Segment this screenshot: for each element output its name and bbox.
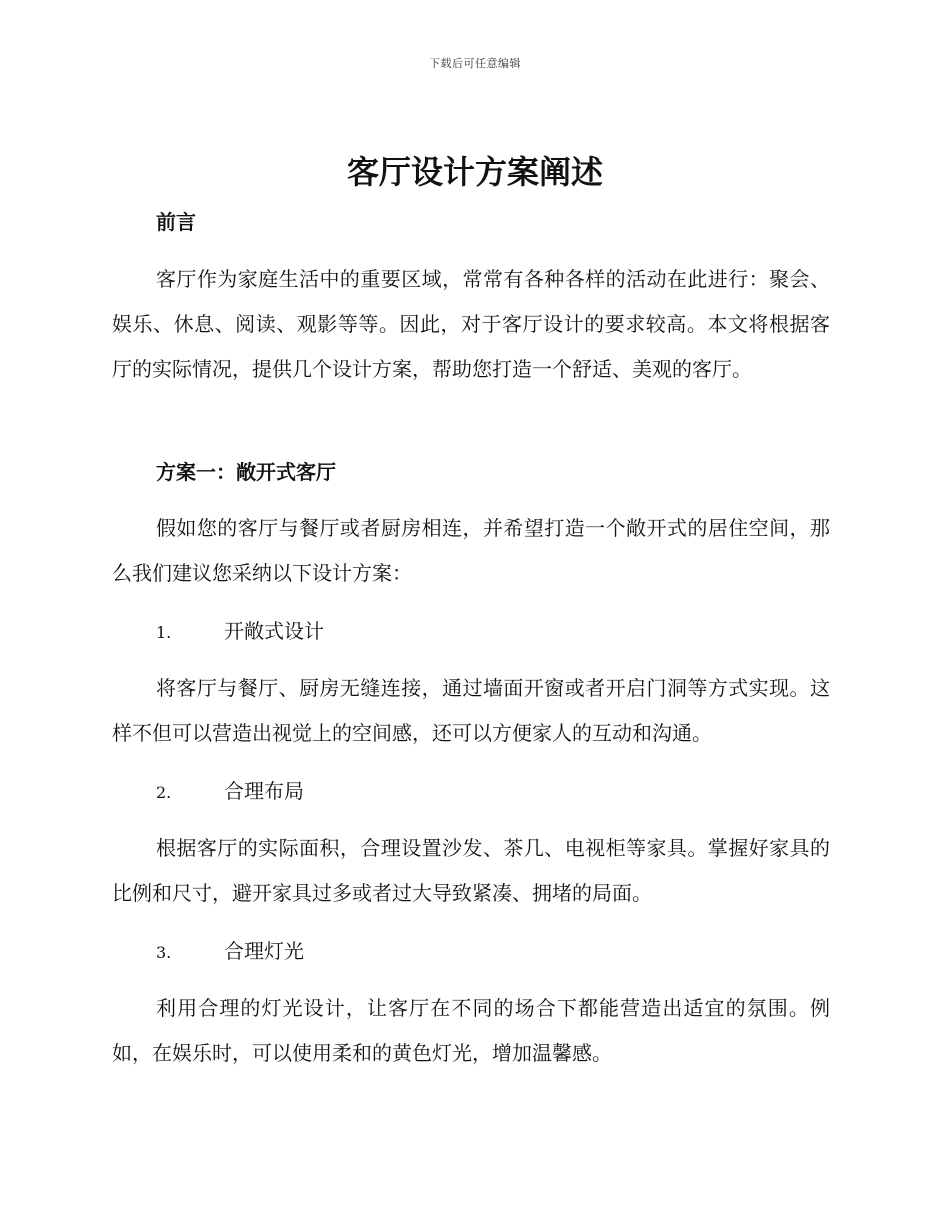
list-item-3: [156, 937, 304, 967]
list-item-number: 2.: [156, 783, 172, 802]
list-item-number: 3.: [156, 943, 172, 962]
list-item-2: [156, 777, 304, 807]
list-item-title: 合理灯光: [224, 939, 304, 963]
preface-paragraph: 客厅作为家庭生活中的重要区域，常常有各种各样的活动在此进行：聚会、娱乐、休息、阅读、观影等等。因此，对于客厅设计的要求较高。本文将根据客厅的实际情况，提供几个设计方案，帮助您打造一个舒适、美观的客厅。: [112, 267, 830, 381]
list-item-1-paragraph: 将客厅与餐厅、厨房无缝连接，通过墙面开窗或者开启门洞等方式实现。这样不但可以营造出视觉上的空间感，还可以方便家人的互动和沟通。: [112, 676, 830, 745]
header-note: 下载后可任意编辑: [429, 57, 521, 70]
plan1-heading: 方案一：敞开式客厅: [156, 460, 336, 484]
plan1-intro-paragraph: 假如您的客厅与餐厅或者厨房相连，并希望打造一个敞开式的居住空间，那么我们建议您采纳以下设计方案：: [112, 516, 830, 585]
document-title: 客厅设计方案阐述: [346, 153, 603, 191]
list-item-2-paragraph: 根据客厅的实际面积，合理设置沙发、茶几、电视柜等家具。掌握好家具的比例和尺寸，避开家具过多或者过大导致紧凑、拥堵的局面。: [112, 836, 830, 905]
preface-heading: 前言: [156, 210, 196, 234]
list-item-1: [156, 617, 324, 647]
list-item-3-paragraph: 利用合理的灯光设计，让客厅在不同的场合下都能营造出适宜的氛围。例如，在娱乐时，可以使用柔和的黄色灯光，增加温馨感。: [112, 996, 830, 1065]
list-item-title: 合理布局: [224, 779, 304, 803]
list-item-number: 1.: [156, 623, 172, 642]
list-item-title: 开敞式设计: [224, 619, 324, 643]
